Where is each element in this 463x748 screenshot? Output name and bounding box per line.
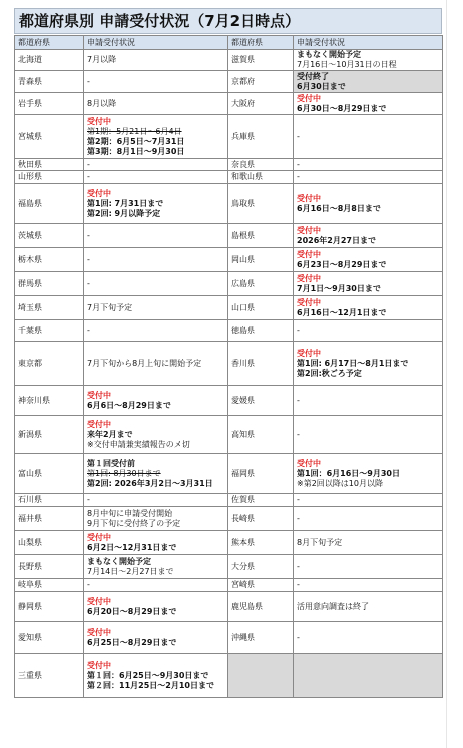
- status-line: 第１回受付前: [87, 458, 135, 468]
- status-cell[interactable]: [84, 454, 228, 494]
- status-line: 6月25日～8月29日まで: [87, 637, 177, 647]
- prefecture-cell[interactable]: 岡山県: [228, 248, 294, 272]
- status-line: 9月下旬に受付終了の予定: [87, 518, 181, 528]
- status-badge: 受付中: [297, 193, 321, 203]
- status-cell[interactable]: [84, 50, 228, 71]
- status-line: -: [87, 230, 90, 240]
- prefecture-cell[interactable]: [228, 654, 294, 698]
- table-row: [15, 159, 443, 171]
- status-cell[interactable]: [84, 171, 228, 184]
- status-line: -: [87, 580, 90, 589]
- status-line: 7月1日～9月30日まで: [297, 283, 381, 293]
- table-row: [15, 296, 443, 320]
- status-cell[interactable]: [294, 320, 443, 342]
- status-cell[interactable]: [84, 555, 228, 579]
- table-row: [15, 342, 443, 386]
- table-row: [15, 454, 443, 494]
- status-cell[interactable]: [84, 248, 228, 272]
- status-line: 受付終了: [297, 71, 329, 81]
- status-line: 第2回:秋ごろ予定: [297, 368, 362, 378]
- status-line: -: [297, 429, 300, 439]
- status-cell[interactable]: [84, 416, 228, 454]
- table-header-row: [15, 36, 443, 50]
- status-cell[interactable]: [84, 342, 228, 386]
- status-badge: 受付中: [87, 116, 111, 126]
- prefecture-cell[interactable]: 静岡県: [15, 592, 84, 622]
- status-badge: 受付中: [297, 225, 321, 235]
- status-line: 8月以降: [87, 98, 117, 108]
- table-row: [15, 93, 443, 115]
- status-table: [14, 35, 443, 698]
- status-line: 7月14日～2月27日まで: [87, 566, 174, 576]
- status-line: 6月30日～8月29日まで: [297, 103, 387, 113]
- status-cell[interactable]: [84, 296, 228, 320]
- status-cell[interactable]: [294, 531, 443, 555]
- status-cell[interactable]: [294, 592, 443, 622]
- prefecture-cell[interactable]: 神奈川県: [15, 386, 84, 416]
- prefecture-cell[interactable]: 福井県: [15, 507, 84, 531]
- status-cell[interactable]: [294, 115, 443, 159]
- status-badge: 受付中: [87, 188, 111, 198]
- status-line: -: [297, 632, 300, 642]
- status-line: -: [87, 159, 90, 169]
- status-line: 8月下旬予定: [297, 537, 343, 547]
- table-row: [15, 507, 443, 531]
- prefecture-cell[interactable]: 滋賀県: [228, 50, 294, 71]
- status-line: -: [297, 561, 300, 571]
- status-cell[interactable]: [294, 50, 443, 71]
- prefecture-cell[interactable]: 長崎県: [228, 507, 294, 531]
- table-row: [15, 494, 443, 507]
- prefecture-cell[interactable]: 高知県: [228, 416, 294, 454]
- status-cell[interactable]: [294, 579, 443, 592]
- status-line: 第１回：6月25日～9月30日まで: [87, 670, 209, 680]
- status-line: 第1期：5月21日～6月4日: [87, 126, 182, 136]
- prefecture-cell[interactable]: 広島県: [228, 272, 294, 296]
- status-line: まもなく開始予定: [297, 50, 361, 59]
- status-cell[interactable]: [84, 224, 228, 248]
- status-cell[interactable]: [294, 171, 443, 184]
- column-header-status[interactable]: 申請受付状況: [84, 36, 228, 50]
- status-line: ※第2回以降は10月以降: [297, 478, 383, 488]
- status-badge: 受付中: [87, 627, 111, 637]
- status-line: -: [297, 580, 300, 589]
- status-line: -: [297, 495, 300, 504]
- table-row: [15, 592, 443, 622]
- sheet-gridline: [446, 0, 447, 748]
- prefecture-cell[interactable]: 大阪府: [228, 93, 294, 115]
- status-line: 第２回：11月25日～2月10日まで: [87, 680, 214, 690]
- status-line: 7月下旬から8月上旬に開始予定: [87, 358, 202, 368]
- status-line: -: [297, 395, 300, 405]
- status-line: 来年2月まで: [87, 429, 133, 439]
- prefecture-cell[interactable]: 群馬県: [15, 272, 84, 296]
- table-row: [15, 224, 443, 248]
- table-row: [15, 320, 443, 342]
- table-row: [15, 71, 443, 93]
- status-cell[interactable]: [84, 507, 228, 531]
- status-badge: 受付中: [297, 297, 321, 307]
- status-line: 第2回: 2026年3月2日～3月31日: [87, 478, 213, 488]
- prefecture-cell[interactable]: 奈良県: [228, 159, 294, 171]
- prefecture-cell[interactable]: 東京都: [15, 342, 84, 386]
- status-cell[interactable]: [294, 248, 443, 272]
- prefecture-cell[interactable]: 岩手県: [15, 93, 84, 115]
- column-header-prefecture[interactable]: 都道府県: [15, 36, 84, 50]
- prefecture-cell[interactable]: 愛知県: [15, 622, 84, 654]
- status-line: 第1回: 8月30日まで: [87, 468, 161, 478]
- prefecture-cell[interactable]: 福島県: [15, 184, 84, 224]
- status-line: -: [87, 325, 90, 335]
- status-line: 7月16日～10月31日の日程: [297, 60, 397, 69]
- status-cell[interactable]: [84, 320, 228, 342]
- prefecture-cell[interactable]: 和歌山県: [228, 171, 294, 184]
- prefecture-cell[interactable]: 佐賀県: [228, 494, 294, 507]
- status-cell[interactable]: [294, 224, 443, 248]
- prefecture-cell[interactable]: 茨城県: [15, 224, 84, 248]
- status-line: -: [297, 325, 300, 335]
- status-line: 6月30日まで: [297, 81, 346, 91]
- status-line: 6月6日～8月29日まで: [87, 400, 171, 410]
- prefecture-cell[interactable]: 長野県: [15, 555, 84, 579]
- table-row: [15, 50, 443, 71]
- prefecture-cell[interactable]: 京都府: [228, 71, 294, 93]
- table-row: [15, 555, 443, 579]
- status-line: -: [87, 172, 90, 181]
- status-line: 第2回: 9月以降予定: [87, 208, 161, 218]
- status-line: 7月下旬予定: [87, 302, 133, 312]
- status-badge: 受付中: [297, 273, 321, 283]
- prefecture-cell[interactable]: 兵庫県: [228, 115, 294, 159]
- prefecture-cell[interactable]: 栃木県: [15, 248, 84, 272]
- status-line: -: [87, 254, 90, 264]
- status-line: 8月中旬に申請受付開始: [87, 508, 173, 518]
- status-badge: 受付中: [87, 660, 111, 670]
- prefecture-cell[interactable]: 山形県: [15, 171, 84, 184]
- prefecture-cell[interactable]: 山口県: [228, 296, 294, 320]
- status-line: -: [297, 513, 300, 523]
- status-cell[interactable]: [294, 507, 443, 531]
- status-badge: 受付中: [87, 419, 111, 429]
- table-row: [15, 416, 443, 454]
- status-cell[interactable]: [84, 71, 228, 93]
- status-cell[interactable]: [84, 115, 228, 159]
- status-line: 6月20日～8月29日まで: [87, 606, 177, 616]
- prefecture-cell[interactable]: 鳥取県: [228, 184, 294, 224]
- status-cell[interactable]: [294, 494, 443, 507]
- prefecture-cell[interactable]: 島根県: [228, 224, 294, 248]
- prefecture-cell[interactable]: 岐阜県: [15, 579, 84, 592]
- prefecture-cell[interactable]: 秋田県: [15, 159, 84, 171]
- status-cell[interactable]: [84, 386, 228, 416]
- status-badge: 受付中: [297, 93, 321, 103]
- table-row: [15, 579, 443, 592]
- table-row: [15, 531, 443, 555]
- prefecture-cell[interactable]: 千葉県: [15, 320, 84, 342]
- table-row: [15, 622, 443, 654]
- status-cell[interactable]: [294, 654, 443, 698]
- status-line: 第3期：8月1日～9月30日: [87, 146, 185, 156]
- status-cell[interactable]: [84, 184, 228, 224]
- status-badge: 受付中: [297, 458, 321, 468]
- status-badge: 受付中: [87, 390, 111, 400]
- prefecture-cell[interactable]: 大分県: [228, 555, 294, 579]
- prefecture-cell[interactable]: 宮崎県: [228, 579, 294, 592]
- status-line: -: [297, 159, 300, 169]
- status-line: 第1回: 6月17日～8月1日まで: [297, 358, 409, 368]
- status-cell[interactable]: [294, 93, 443, 115]
- status-line: 6月16日～8月8日まで: [297, 203, 381, 213]
- prefecture-cell[interactable]: 埼玉県: [15, 296, 84, 320]
- status-cell[interactable]: [294, 622, 443, 654]
- status-line: 7月以降: [87, 55, 117, 64]
- prefecture-cell[interactable]: 新潟県: [15, 416, 84, 454]
- prefecture-cell[interactable]: 鹿児島県: [228, 592, 294, 622]
- table-row: [15, 115, 443, 159]
- prefecture-cell[interactable]: 北海道: [15, 50, 84, 71]
- status-line: 活用意向調査は終了: [297, 601, 369, 611]
- status-line: 第1回：6月16日～9月30日: [297, 468, 400, 478]
- status-line: まもなく開始予定: [87, 556, 151, 566]
- status-cell[interactable]: [84, 494, 228, 507]
- column-header-status[interactable]: 申請受付状況: [294, 36, 443, 50]
- page-title[interactable]: 都道府県別 申請受付状況（7月2日時点）: [14, 8, 442, 34]
- status-badge: 受付中: [297, 348, 321, 358]
- status-line: -: [297, 131, 300, 141]
- status-badge: 受付中: [297, 249, 321, 259]
- prefecture-cell[interactable]: 沖縄県: [228, 622, 294, 654]
- status-line: -: [297, 172, 300, 181]
- status-cell[interactable]: [84, 654, 228, 698]
- status-cell[interactable]: [84, 622, 228, 654]
- status-cell[interactable]: [294, 159, 443, 171]
- status-cell[interactable]: [84, 159, 228, 171]
- status-cell[interactable]: [84, 592, 228, 622]
- status-line: 第2期：6月5日～7月31日: [87, 136, 185, 146]
- column-header-prefecture[interactable]: 都道府県: [228, 36, 294, 50]
- prefecture-cell[interactable]: 青森県: [15, 71, 84, 93]
- status-cell[interactable]: [294, 386, 443, 416]
- table-row: [15, 386, 443, 416]
- prefecture-cell[interactable]: 富山県: [15, 454, 84, 494]
- status-cell[interactable]: [294, 71, 443, 93]
- status-cell[interactable]: [294, 296, 443, 320]
- prefecture-cell[interactable]: 徳島県: [228, 320, 294, 342]
- status-cell[interactable]: [84, 93, 228, 115]
- status-cell[interactable]: [84, 579, 228, 592]
- status-cell[interactable]: [84, 272, 228, 296]
- status-cell[interactable]: [294, 416, 443, 454]
- status-cell[interactable]: [84, 531, 228, 555]
- table-row: [15, 171, 443, 184]
- status-line: 6月16日～12月1日まで: [297, 307, 387, 317]
- table-row: [15, 654, 443, 698]
- status-cell[interactable]: [294, 184, 443, 224]
- prefecture-cell[interactable]: 山梨県: [15, 531, 84, 555]
- prefecture-cell[interactable]: 香川県: [228, 342, 294, 386]
- table-row: [15, 184, 443, 224]
- status-line: 6月23日～8月29日まで: [297, 259, 387, 269]
- prefecture-cell[interactable]: 宮城県: [15, 115, 84, 159]
- prefecture-cell[interactable]: 福岡県: [228, 454, 294, 494]
- status-cell[interactable]: [294, 454, 443, 494]
- status-badge: 受付中: [87, 532, 111, 542]
- status-line: -: [87, 278, 90, 288]
- prefecture-cell[interactable]: 愛媛県: [228, 386, 294, 416]
- status-badge: 受付中: [87, 596, 111, 606]
- status-line: 6月2日～12月31日まで: [87, 542, 177, 552]
- status-line: ※交付申請兼実績報告のメ切: [87, 439, 190, 449]
- table-row: [15, 272, 443, 296]
- prefecture-cell[interactable]: 石川県: [15, 494, 84, 507]
- status-line: -: [87, 495, 90, 504]
- prefecture-cell[interactable]: 三重県: [15, 654, 84, 698]
- table-row: [15, 248, 443, 272]
- status-line: 第1回: 7月31日まで: [87, 198, 164, 208]
- status-cell[interactable]: [294, 555, 443, 579]
- prefecture-cell[interactable]: 熊本県: [228, 531, 294, 555]
- status-cell[interactable]: [294, 342, 443, 386]
- status-cell[interactable]: [294, 272, 443, 296]
- status-line: 2026年2月27日まで: [297, 235, 376, 245]
- status-line: -: [87, 76, 90, 86]
